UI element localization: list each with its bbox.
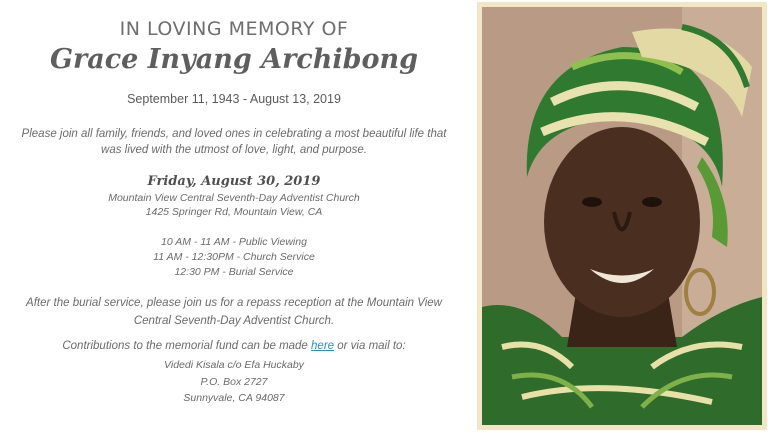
mailing-address	[0, 357, 468, 407]
schedule-item-church-service: 11 AM - 12:30PM - Church Service	[153, 251, 315, 263]
event-address: 1425 Springer Rd, Mountain View, CA	[145, 206, 323, 218]
event-schedule	[0, 235, 468, 280]
memorial-kicker: IN LOVING MEMORY OF	[119, 18, 349, 40]
mail-recipient: Videdi Kisala c/o Efa Huckaby	[164, 359, 304, 371]
invitation-text: Please join all family, friends, and loved ones in celebrating a most beautiful life that was lived with the utmost of love, light, and purpose.	[21, 128, 447, 156]
schedule-item-viewing: 10 AM - 11 AM - Public Viewing	[161, 236, 307, 248]
mail-city: Sunnyvale, CA 94087	[183, 392, 285, 404]
life-dates: September 11, 1943 - August 13, 2019	[127, 92, 341, 106]
photo-frame	[477, 2, 767, 430]
schedule-item-burial: 12:30 PM - Burial Service	[174, 266, 294, 278]
event-venue: Mountain View Central Seventh-Day Adventist Church	[108, 192, 360, 204]
event-date: Friday, August 30, 2019	[147, 174, 321, 189]
portrait-photo	[482, 7, 762, 425]
repass-text: After the burial service, please join us for a repass reception at the Mountain View Central Seventh-Day Adventist Church.	[26, 297, 442, 327]
contribution-link[interactable]: here	[311, 340, 335, 352]
contributions-text	[0, 340, 468, 352]
deceased-name: Grace Inyang Archibong	[49, 44, 419, 75]
mail-po-box: P.O. Box 2727	[200, 375, 268, 388]
contributions-suffix: or via mail to:	[334, 340, 406, 352]
contributions-prefix: Contributions to the memorial fund can be made	[62, 340, 312, 352]
